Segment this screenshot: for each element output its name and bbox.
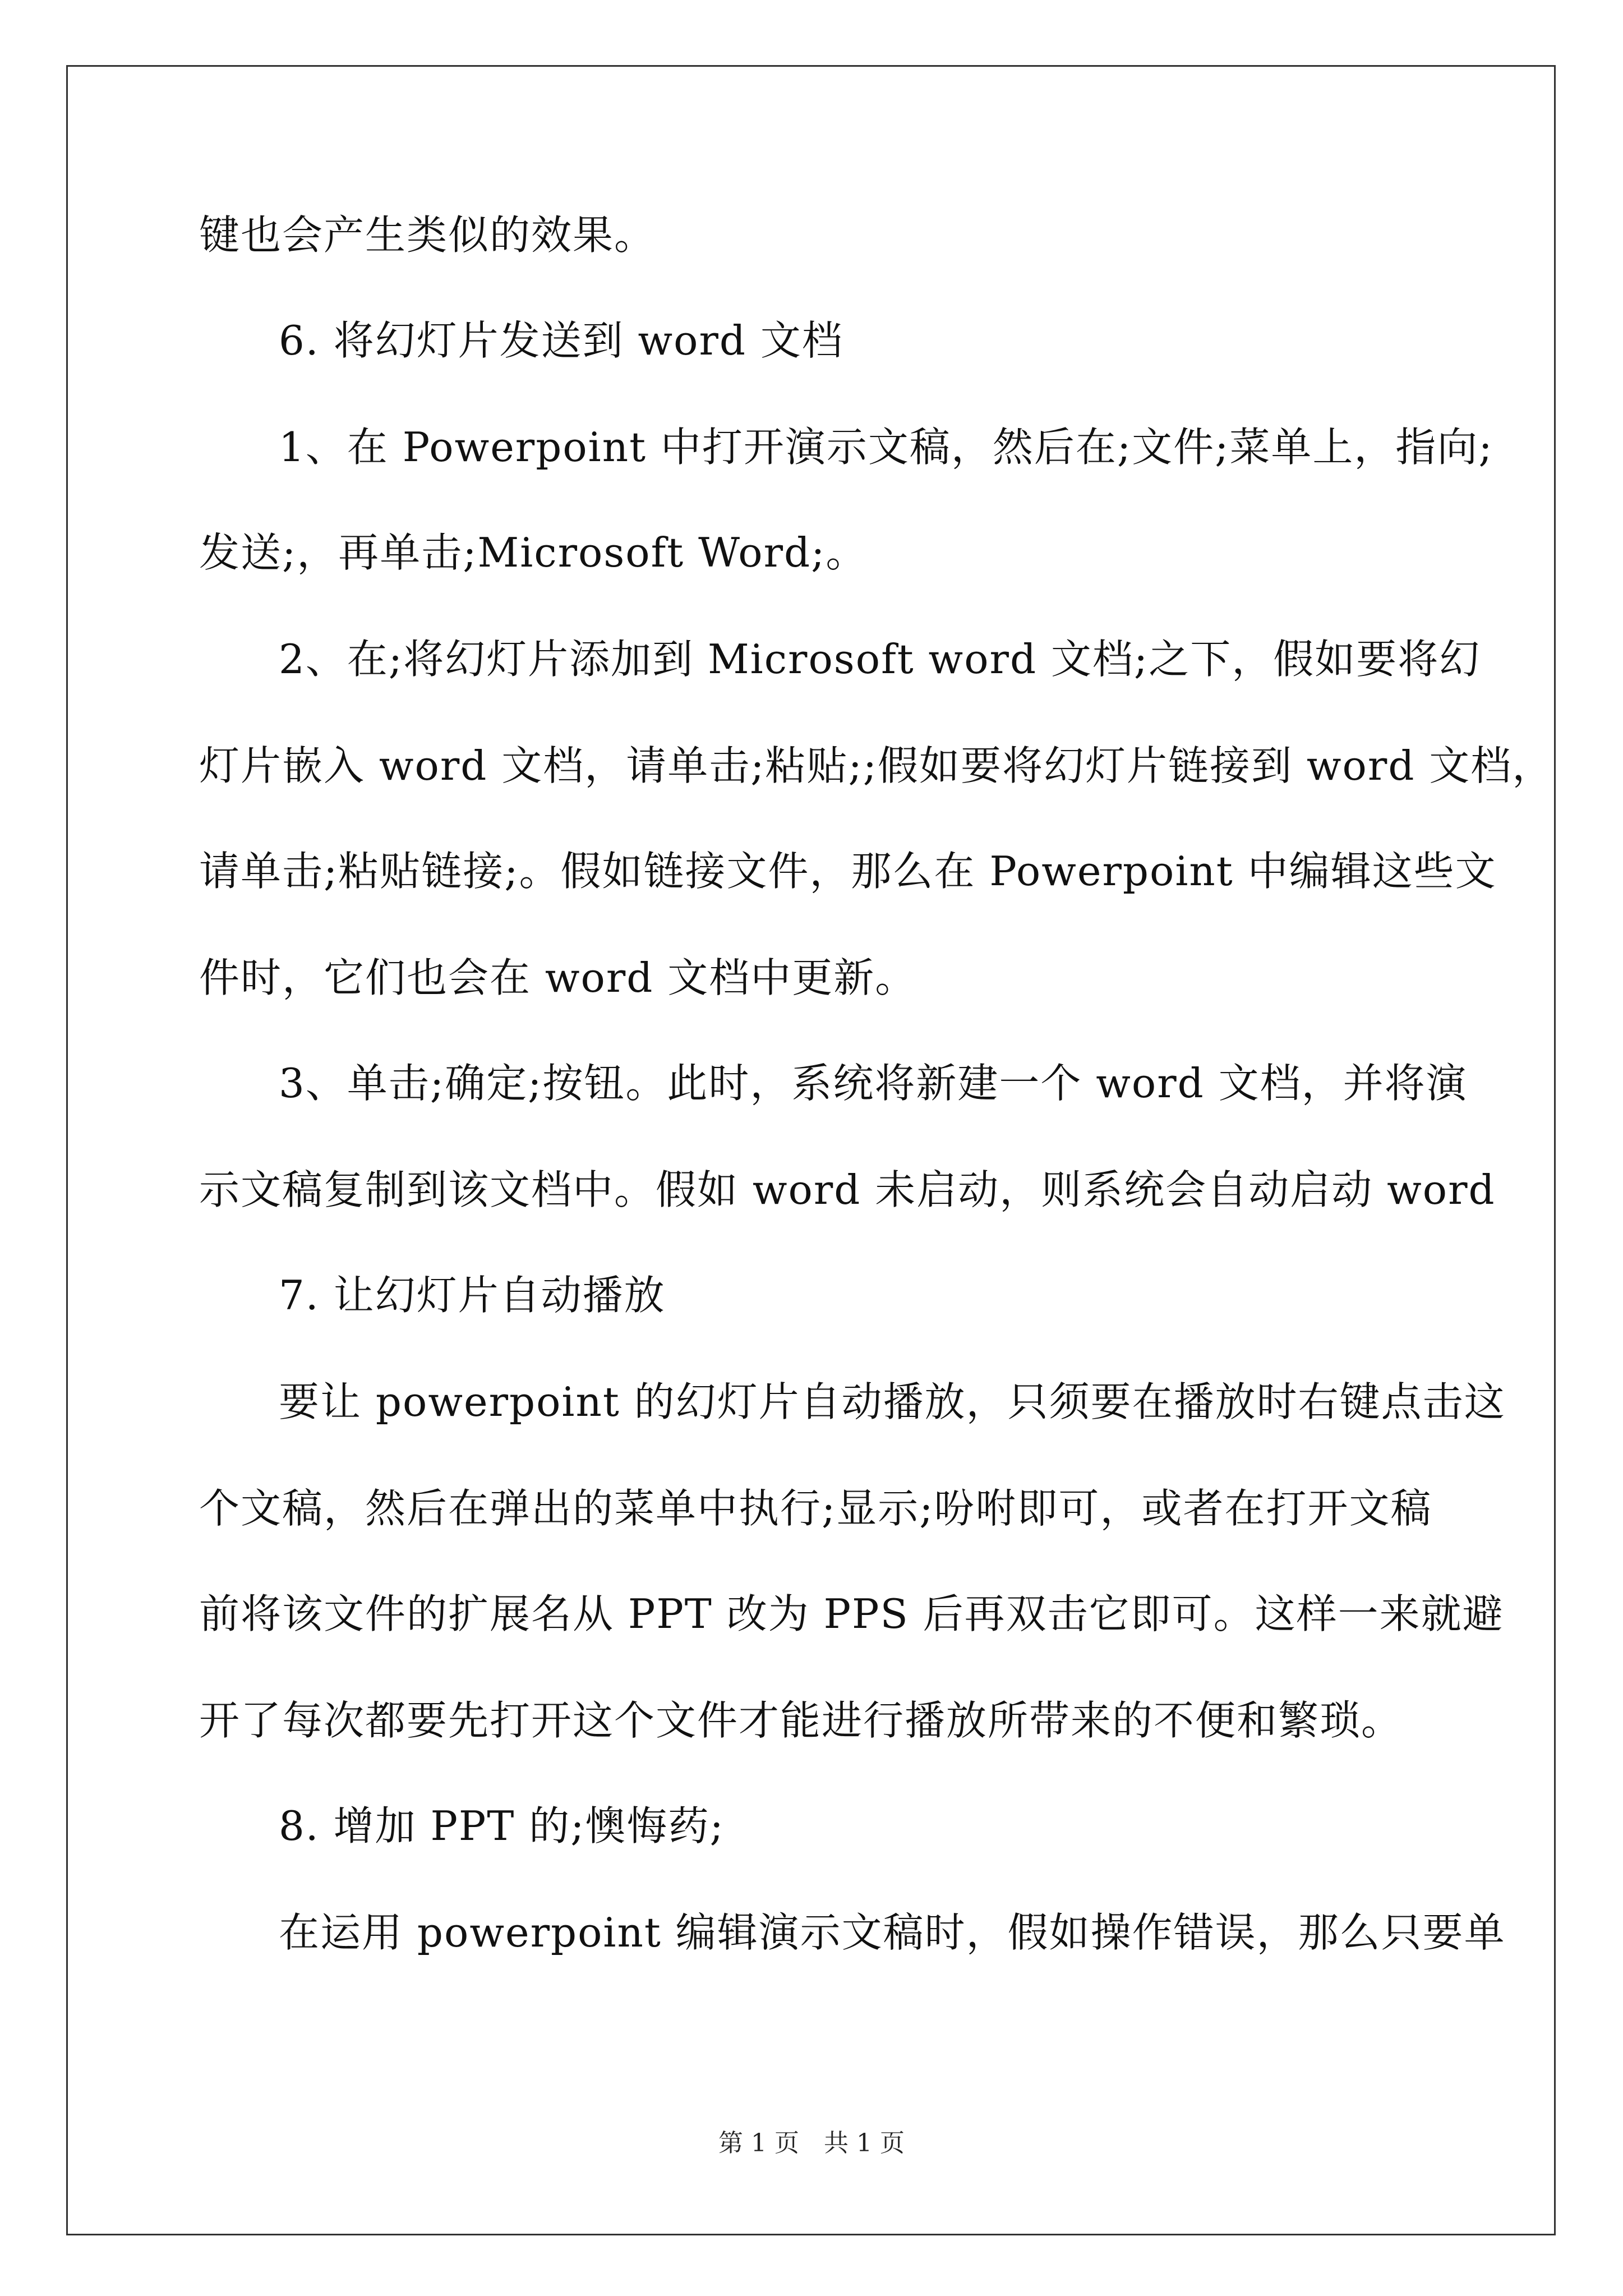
text-line: 发送;，再单击;Microsoft Word;。: [199, 529, 868, 576]
text-line: 灯片嵌入 word 文档，请单击;粘贴;;假如要将幻灯片链接到 word 文档，: [199, 742, 1554, 789]
text-line: 个文稿，然后在弹出的菜单中执行;显示;吩咐即可，或者在打开文稿: [199, 1485, 1432, 1532]
section-heading-8: 8. 增加 PPT 的;懊悔药;: [279, 1802, 725, 1849]
text-line: 在运用 powerpoint 编辑演示文稿时，假如操作错误，那么只要单: [279, 1909, 1506, 1956]
text-line: 前将该文件的扩展名从 PPT 改为 PPS 后再双击它即可。这样一来就避: [199, 1590, 1504, 1637]
text-line: 要让 powerpoint 的幻灯片自动播放，只须要在播放时右键点击这: [279, 1378, 1506, 1425]
text-line: 示文稿复制到该文档中。假如 word 未启动，则系统会自动启动 word: [199, 1166, 1496, 1213]
section-heading-7: 7. 让幻灯片自动播放: [279, 1272, 666, 1319]
section-heading-6: 6. 将幻灯片发送到 word 文档: [279, 317, 843, 364]
text-line: 开了每次都要先打开这个文件才能进行播放所带来的不便和繁琐。: [199, 1697, 1403, 1744]
text-line: 键也会产生类似的效果。: [199, 211, 656, 259]
text-line: 件时，它们也会在 word 文档中更新。: [199, 954, 917, 1001]
text-line: 请单击;粘贴链接;。假如链接文件，那么在 Powerpoint 中编辑这些文: [199, 848, 1497, 895]
text-line: 1、在 Powerpoint 中打开演示文稿，然后在;文件;菜单上，指向;: [279, 424, 1493, 471]
text-line: 3、单击;确定;按钮。此时，系统将新建一个 word 文档，并将演: [279, 1060, 1468, 1107]
text-line: 2、在;将幻灯片添加到 Microsoft word 文档;之下，假如要将幻: [279, 636, 1481, 683]
page-number-footer: 第 1 页 共 1 页: [718, 2129, 905, 2157]
